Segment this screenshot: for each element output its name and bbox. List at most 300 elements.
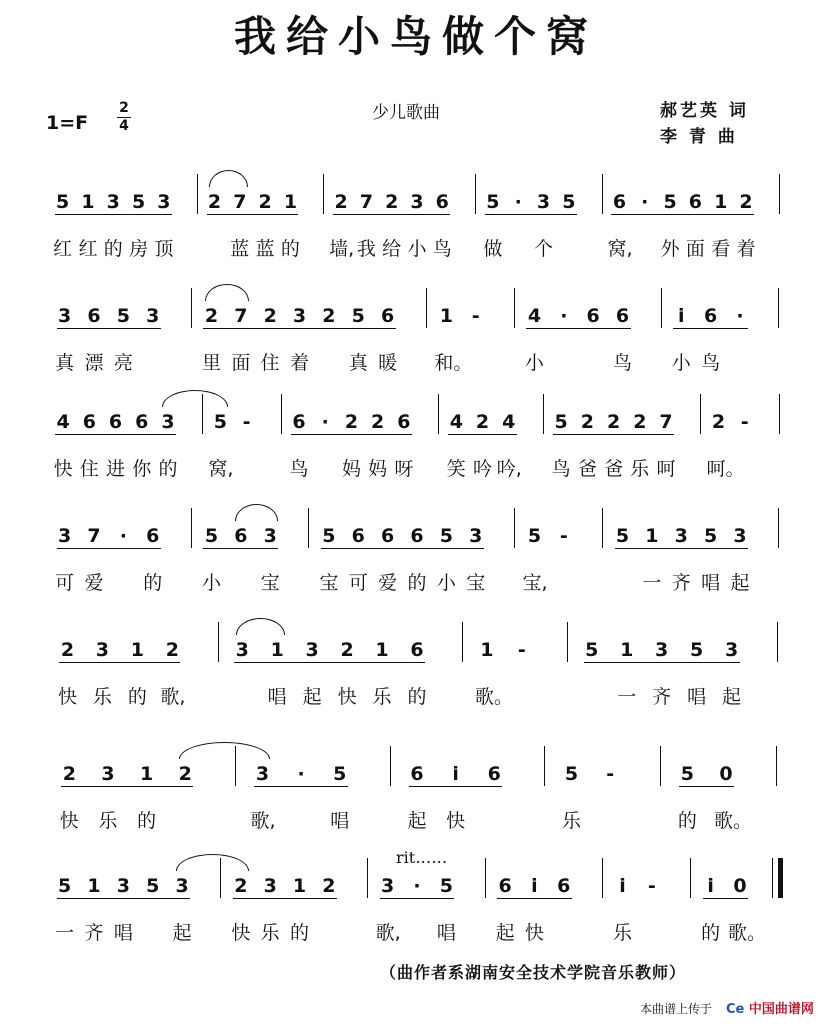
note: 1: [714, 191, 728, 213]
final-barline: [778, 858, 783, 898]
note: 1: [620, 639, 634, 661]
note: 3: [106, 191, 120, 213]
note: 3: [58, 525, 72, 547]
note: i: [452, 763, 459, 785]
lyric-syllable: 的: [280, 238, 300, 260]
lyric-syllable: 的: [158, 458, 178, 480]
lyric-syllable: 的: [677, 810, 697, 832]
beam-line: [380, 898, 455, 899]
lyric-syllable: 看: [711, 238, 731, 260]
barline: [772, 858, 773, 898]
note: 7: [87, 525, 101, 547]
beam-line: [203, 328, 395, 329]
lyric-syllable: 爸: [604, 458, 624, 480]
beam-line: [254, 786, 347, 787]
note: 6: [381, 305, 395, 327]
barline: [602, 174, 603, 214]
barline: [779, 174, 780, 214]
note: 1: [130, 639, 144, 661]
note: 3: [733, 525, 747, 547]
lyric-syllable: 唱: [687, 686, 707, 708]
slur: [236, 618, 285, 635]
note: -: [517, 639, 526, 661]
barline: [197, 174, 198, 214]
barline: [308, 508, 309, 548]
note: 1: [270, 639, 284, 661]
beam-line: [615, 548, 748, 549]
barline: [218, 622, 219, 662]
note: 2: [234, 875, 248, 897]
note: 0: [719, 763, 733, 785]
beam-line: [584, 662, 740, 663]
slur: [209, 170, 248, 187]
lyric-syllable: 乐: [260, 922, 280, 944]
note: 6: [487, 763, 501, 785]
note: 2: [178, 763, 192, 785]
lyric-syllable: 吟,: [496, 458, 522, 480]
lyric-syllable: 小: [671, 352, 691, 374]
note: 5: [439, 525, 453, 547]
lyric-syllable: 快: [524, 922, 544, 944]
note: 4: [502, 411, 516, 433]
note: 1: [645, 525, 659, 547]
lyric-syllable: 蓝: [255, 238, 275, 260]
lyric-syllable: 着: [290, 352, 310, 374]
lyric-syllable: 蓝: [230, 238, 250, 260]
barline: [367, 858, 368, 898]
lyric-syllable: 快: [231, 922, 251, 944]
lyric-syllable: 起: [302, 686, 322, 708]
note: 6: [435, 191, 449, 213]
note: 3: [469, 525, 483, 547]
note: 2: [633, 411, 647, 433]
beam-line: [448, 434, 516, 435]
barline: [567, 622, 568, 662]
lyric-syllable: 乐: [630, 458, 650, 480]
note: 2: [62, 763, 76, 785]
beam-line: [409, 786, 502, 787]
note: -: [559, 525, 568, 547]
ritardando-mark: rit……: [396, 848, 448, 867]
note: 3: [724, 639, 739, 661]
lyric-syllable: 起: [730, 572, 750, 594]
lyric-syllable: 着: [736, 238, 756, 260]
genre-label: 少儿歌曲: [372, 103, 440, 123]
note: 1: [375, 639, 389, 661]
note: 5: [689, 639, 704, 661]
note: 2: [711, 411, 726, 433]
beam-line: [291, 434, 412, 435]
lyric-syllable: 呀: [394, 458, 414, 480]
lyricist-credit: 郝艺英 词: [660, 101, 749, 121]
note: 5: [213, 411, 227, 433]
lyric-syllable: 唱: [113, 922, 133, 944]
note: 5: [351, 305, 365, 327]
lyric-syllable: 暖: [378, 352, 398, 374]
note: 6: [410, 639, 424, 661]
note: 2: [344, 411, 359, 433]
key-signature: 1=F: [46, 112, 89, 134]
lyric-syllable: 小: [407, 238, 427, 260]
beam-line: [234, 662, 425, 663]
note: 2: [385, 191, 399, 213]
note: 2: [340, 639, 354, 661]
note: 3: [255, 763, 270, 785]
note: 2: [165, 639, 179, 661]
lyric-syllable: 可: [55, 572, 75, 594]
note: 5: [527, 525, 542, 547]
lyric-syllable: 面: [685, 238, 705, 260]
barline: [514, 288, 515, 328]
note: 3: [536, 191, 551, 213]
note: i: [707, 875, 714, 897]
note: 5: [615, 525, 630, 547]
note: -: [647, 875, 656, 897]
note: 6: [703, 305, 718, 327]
barline: [777, 622, 778, 662]
site-logo: [726, 998, 814, 1017]
barline: [281, 394, 282, 434]
lyric-syllable: 唱: [330, 810, 350, 832]
note: 5: [663, 191, 677, 213]
beam-line: [59, 662, 180, 663]
lyric-syllable: 红: [78, 238, 98, 260]
note: 2: [204, 305, 219, 327]
lyric-syllable: 歌。: [714, 810, 753, 832]
slur: [235, 504, 278, 521]
note: i: [619, 875, 626, 897]
beam-line: [497, 898, 572, 899]
beam-line: [55, 214, 172, 215]
score-system: [44, 408, 786, 480]
score-system: [44, 872, 786, 944]
note: i: [677, 305, 685, 327]
note: 6: [615, 305, 630, 327]
lyric-syllable: 妈: [341, 458, 361, 480]
note: 5: [204, 525, 219, 547]
score-system: [44, 636, 786, 708]
beam-line: [203, 548, 278, 549]
note: 2: [322, 305, 336, 327]
note: 2: [739, 191, 753, 213]
lyric-syllable: 漂: [84, 352, 104, 374]
lyric-syllable: 的: [103, 238, 123, 260]
lyric-syllable: 快: [446, 810, 466, 832]
lyric-syllable: 的: [290, 922, 310, 944]
lyric-syllable: 歌。: [727, 922, 766, 944]
slur: [162, 390, 228, 407]
lyric-syllable: 乐: [372, 686, 392, 708]
meter-top: 2: [119, 100, 129, 116]
composer-footnote: （曲作者系湖南安全技术学院音乐教师）: [380, 963, 687, 982]
note: 5: [131, 191, 146, 213]
note: 6: [397, 411, 411, 433]
lyric-syllable: 住: [79, 458, 99, 480]
barline: [390, 746, 391, 786]
score-system: [44, 760, 786, 832]
lyric-syllable: 起: [722, 686, 742, 708]
lyric-syllable: 歌,: [160, 686, 186, 708]
note: 1: [439, 305, 453, 327]
barline: [191, 288, 192, 328]
note: 3: [58, 305, 72, 327]
lyric-syllable: 小: [201, 572, 221, 594]
note: 6: [557, 875, 571, 897]
lyric-syllable: 乐: [562, 810, 582, 832]
note: 3: [95, 639, 110, 661]
note: 6: [612, 191, 627, 213]
lyric-syllable: 真: [55, 352, 75, 374]
note: ·: [736, 305, 744, 327]
lyric-syllable: 做: [483, 238, 503, 260]
note: 5: [58, 875, 72, 897]
note: 2: [258, 191, 272, 213]
lyric-syllable: 宝,: [522, 572, 548, 594]
lyric-syllable: 进: [106, 458, 126, 480]
note: 2: [334, 191, 348, 213]
lyric-syllable: 顶: [154, 238, 174, 260]
beam-line: [207, 214, 299, 215]
note: 3: [116, 875, 130, 897]
beam-line: [553, 434, 674, 435]
note: 5: [439, 875, 453, 897]
note: 6: [82, 411, 96, 433]
note: 6: [498, 875, 512, 897]
note: 0: [733, 875, 747, 897]
lyric-syllable: 可: [348, 572, 368, 594]
note: ·: [560, 305, 568, 327]
note: 2: [207, 191, 222, 213]
barline: [660, 746, 661, 786]
note: 5: [486, 191, 500, 213]
lyric-syllable: 爱: [84, 572, 104, 594]
note: 3: [263, 875, 277, 897]
barline: [475, 174, 476, 214]
lyric-syllable: 一: [642, 572, 662, 594]
note: 7: [359, 191, 373, 213]
lyric-syllable: 唱: [436, 922, 456, 944]
logo-name: 中国曲谱网: [748, 1002, 814, 1017]
lyric-syllable: 你: [132, 458, 152, 480]
note: ·: [514, 191, 522, 213]
note: 3: [146, 305, 160, 327]
lyric-syllable: 亮: [113, 352, 133, 374]
note: 3: [235, 639, 249, 661]
barline: [690, 858, 691, 898]
lyric-syllable: 快: [53, 458, 73, 480]
note: 5: [56, 191, 70, 213]
barline: [485, 858, 486, 898]
song-title: 我给小鸟做个窝: [233, 12, 598, 61]
barline: [602, 858, 603, 898]
lyric-syllable: 呵: [656, 458, 676, 480]
lyric-syllable: 起: [495, 922, 515, 944]
note: 3: [292, 305, 307, 327]
lyric-syllable: 起: [407, 810, 427, 832]
note: 1: [480, 639, 494, 661]
lyric-syllable: 的: [407, 572, 427, 594]
lyric-syllable: 小: [436, 572, 456, 594]
note: 5: [333, 763, 347, 785]
lyric-syllable: 妈: [368, 458, 388, 480]
note: 5: [322, 525, 336, 547]
note: -: [740, 411, 749, 433]
beam-line: [485, 214, 577, 215]
barline: [544, 746, 545, 786]
lyric-syllable: 窝,: [607, 238, 633, 260]
note: 3: [101, 763, 115, 785]
note: 5: [146, 875, 160, 897]
lyric-syllable: 鸟: [289, 458, 309, 480]
lyric-syllable: 鸟: [551, 458, 571, 480]
lyric-syllable: 歌。: [474, 686, 513, 708]
note: 1: [283, 191, 298, 213]
note: 5: [554, 411, 568, 433]
lyric-syllable: 的: [143, 572, 163, 594]
barline: [438, 394, 439, 434]
lyric-syllable: 起: [172, 922, 192, 944]
note: 1: [139, 763, 154, 785]
lyric-syllable: 里: [201, 352, 221, 374]
note: ·: [297, 763, 305, 785]
note: 5: [116, 305, 130, 327]
lyric-syllable: 唱: [267, 686, 287, 708]
time-signature: [117, 100, 131, 135]
note: 7: [659, 411, 673, 433]
score-system: [44, 188, 786, 260]
lyric-syllable: 个: [534, 238, 554, 260]
note: 6: [87, 305, 101, 327]
beam-line: [679, 786, 734, 787]
barline: [778, 288, 779, 328]
lyric-syllable: 歌,: [250, 810, 276, 832]
note: 6: [351, 525, 365, 547]
beam-line: [321, 548, 484, 549]
lyric-syllable: 爸: [577, 458, 597, 480]
lyric-syllable: 宝: [260, 572, 280, 594]
lyric-syllable: 快: [59, 810, 79, 832]
barline: [543, 394, 544, 434]
note: 5: [680, 763, 695, 785]
note: 2: [263, 305, 277, 327]
note: 3: [674, 525, 688, 547]
beam-line: [57, 328, 161, 329]
note: 2: [580, 411, 594, 433]
lyric-syllable: 住: [260, 352, 280, 374]
lyric-syllable: 和。: [434, 352, 473, 374]
barline: [426, 288, 427, 328]
lyric-syllable: 吟: [473, 458, 493, 480]
lyric-syllable: 给: [382, 238, 402, 260]
lyric-syllable: 鸟: [432, 238, 452, 260]
slur: [205, 284, 248, 301]
beam-line: [526, 328, 630, 329]
lyric-syllable: 歌,: [375, 922, 401, 944]
note: ·: [641, 191, 649, 213]
note: i: [531, 875, 538, 897]
lyric-syllable: 的: [137, 810, 157, 832]
note: -: [606, 763, 615, 785]
lyric-syllable: 爱: [378, 572, 398, 594]
score-system: [44, 522, 786, 594]
lyric-syllable: 乐: [92, 686, 112, 708]
note: 3: [410, 191, 424, 213]
beam-line: [333, 214, 450, 215]
note: ·: [321, 411, 329, 433]
slur: [176, 854, 249, 871]
lyric-syllable: 窝,: [208, 458, 234, 480]
barline: [661, 288, 662, 328]
note: 6: [292, 411, 306, 433]
barline: [602, 508, 603, 548]
note: 2: [606, 411, 621, 433]
lyric-syllable: 唱: [701, 572, 721, 594]
note: 3: [263, 525, 277, 547]
lyric-syllable: 快: [337, 686, 357, 708]
lyric-syllable: 呵。: [706, 458, 745, 480]
lyric-syllable: 墙,: [329, 238, 355, 260]
note: 2: [322, 875, 336, 897]
barline: [779, 394, 780, 434]
barline: [776, 746, 777, 786]
lyric-syllable: 我: [356, 238, 376, 260]
note: 5: [564, 763, 579, 785]
composer-credit: 李 青 曲: [660, 127, 738, 147]
note: 6: [688, 191, 703, 213]
beam-line: [55, 434, 176, 435]
note: 5: [562, 191, 576, 213]
note: 7: [233, 191, 247, 213]
slur: [179, 742, 270, 759]
lyric-syllable: 的: [407, 686, 427, 708]
lyric-syllable: 面: [231, 352, 251, 374]
note: 7: [234, 305, 248, 327]
lyric-syllable: 的: [701, 922, 721, 944]
note: 2: [371, 411, 385, 433]
note: 6: [146, 525, 160, 547]
barline: [700, 394, 701, 434]
note: 2: [60, 639, 75, 661]
note: 6: [234, 525, 248, 547]
lyric-syllable: 一: [617, 686, 637, 708]
lyric-syllable: 真: [348, 352, 368, 374]
barline: [191, 508, 192, 548]
note: 3: [381, 875, 395, 897]
lyric-syllable: 齐: [671, 572, 691, 594]
note: 3: [175, 875, 189, 897]
note: 3: [157, 191, 171, 213]
lyric-syllable: 外: [660, 238, 680, 260]
beam-line: [57, 548, 161, 549]
lyric-syllable: 齐: [84, 922, 104, 944]
lyric-syllable: 宝: [466, 572, 486, 594]
barline: [462, 622, 463, 662]
note: ·: [119, 525, 127, 547]
note: 3: [161, 411, 175, 433]
note: 6: [135, 411, 149, 433]
note: 6: [108, 411, 123, 433]
note: 4: [527, 305, 542, 327]
note: ·: [413, 875, 421, 897]
beam-line: [673, 328, 748, 329]
note: 4: [449, 411, 463, 433]
note: 6: [586, 305, 600, 327]
lyric-syllable: 一: [55, 922, 75, 944]
beam-line: [233, 898, 337, 899]
lyric-syllable: 鸟: [613, 352, 633, 374]
lyric-syllable: 乐: [98, 810, 118, 832]
note: 1: [87, 875, 101, 897]
